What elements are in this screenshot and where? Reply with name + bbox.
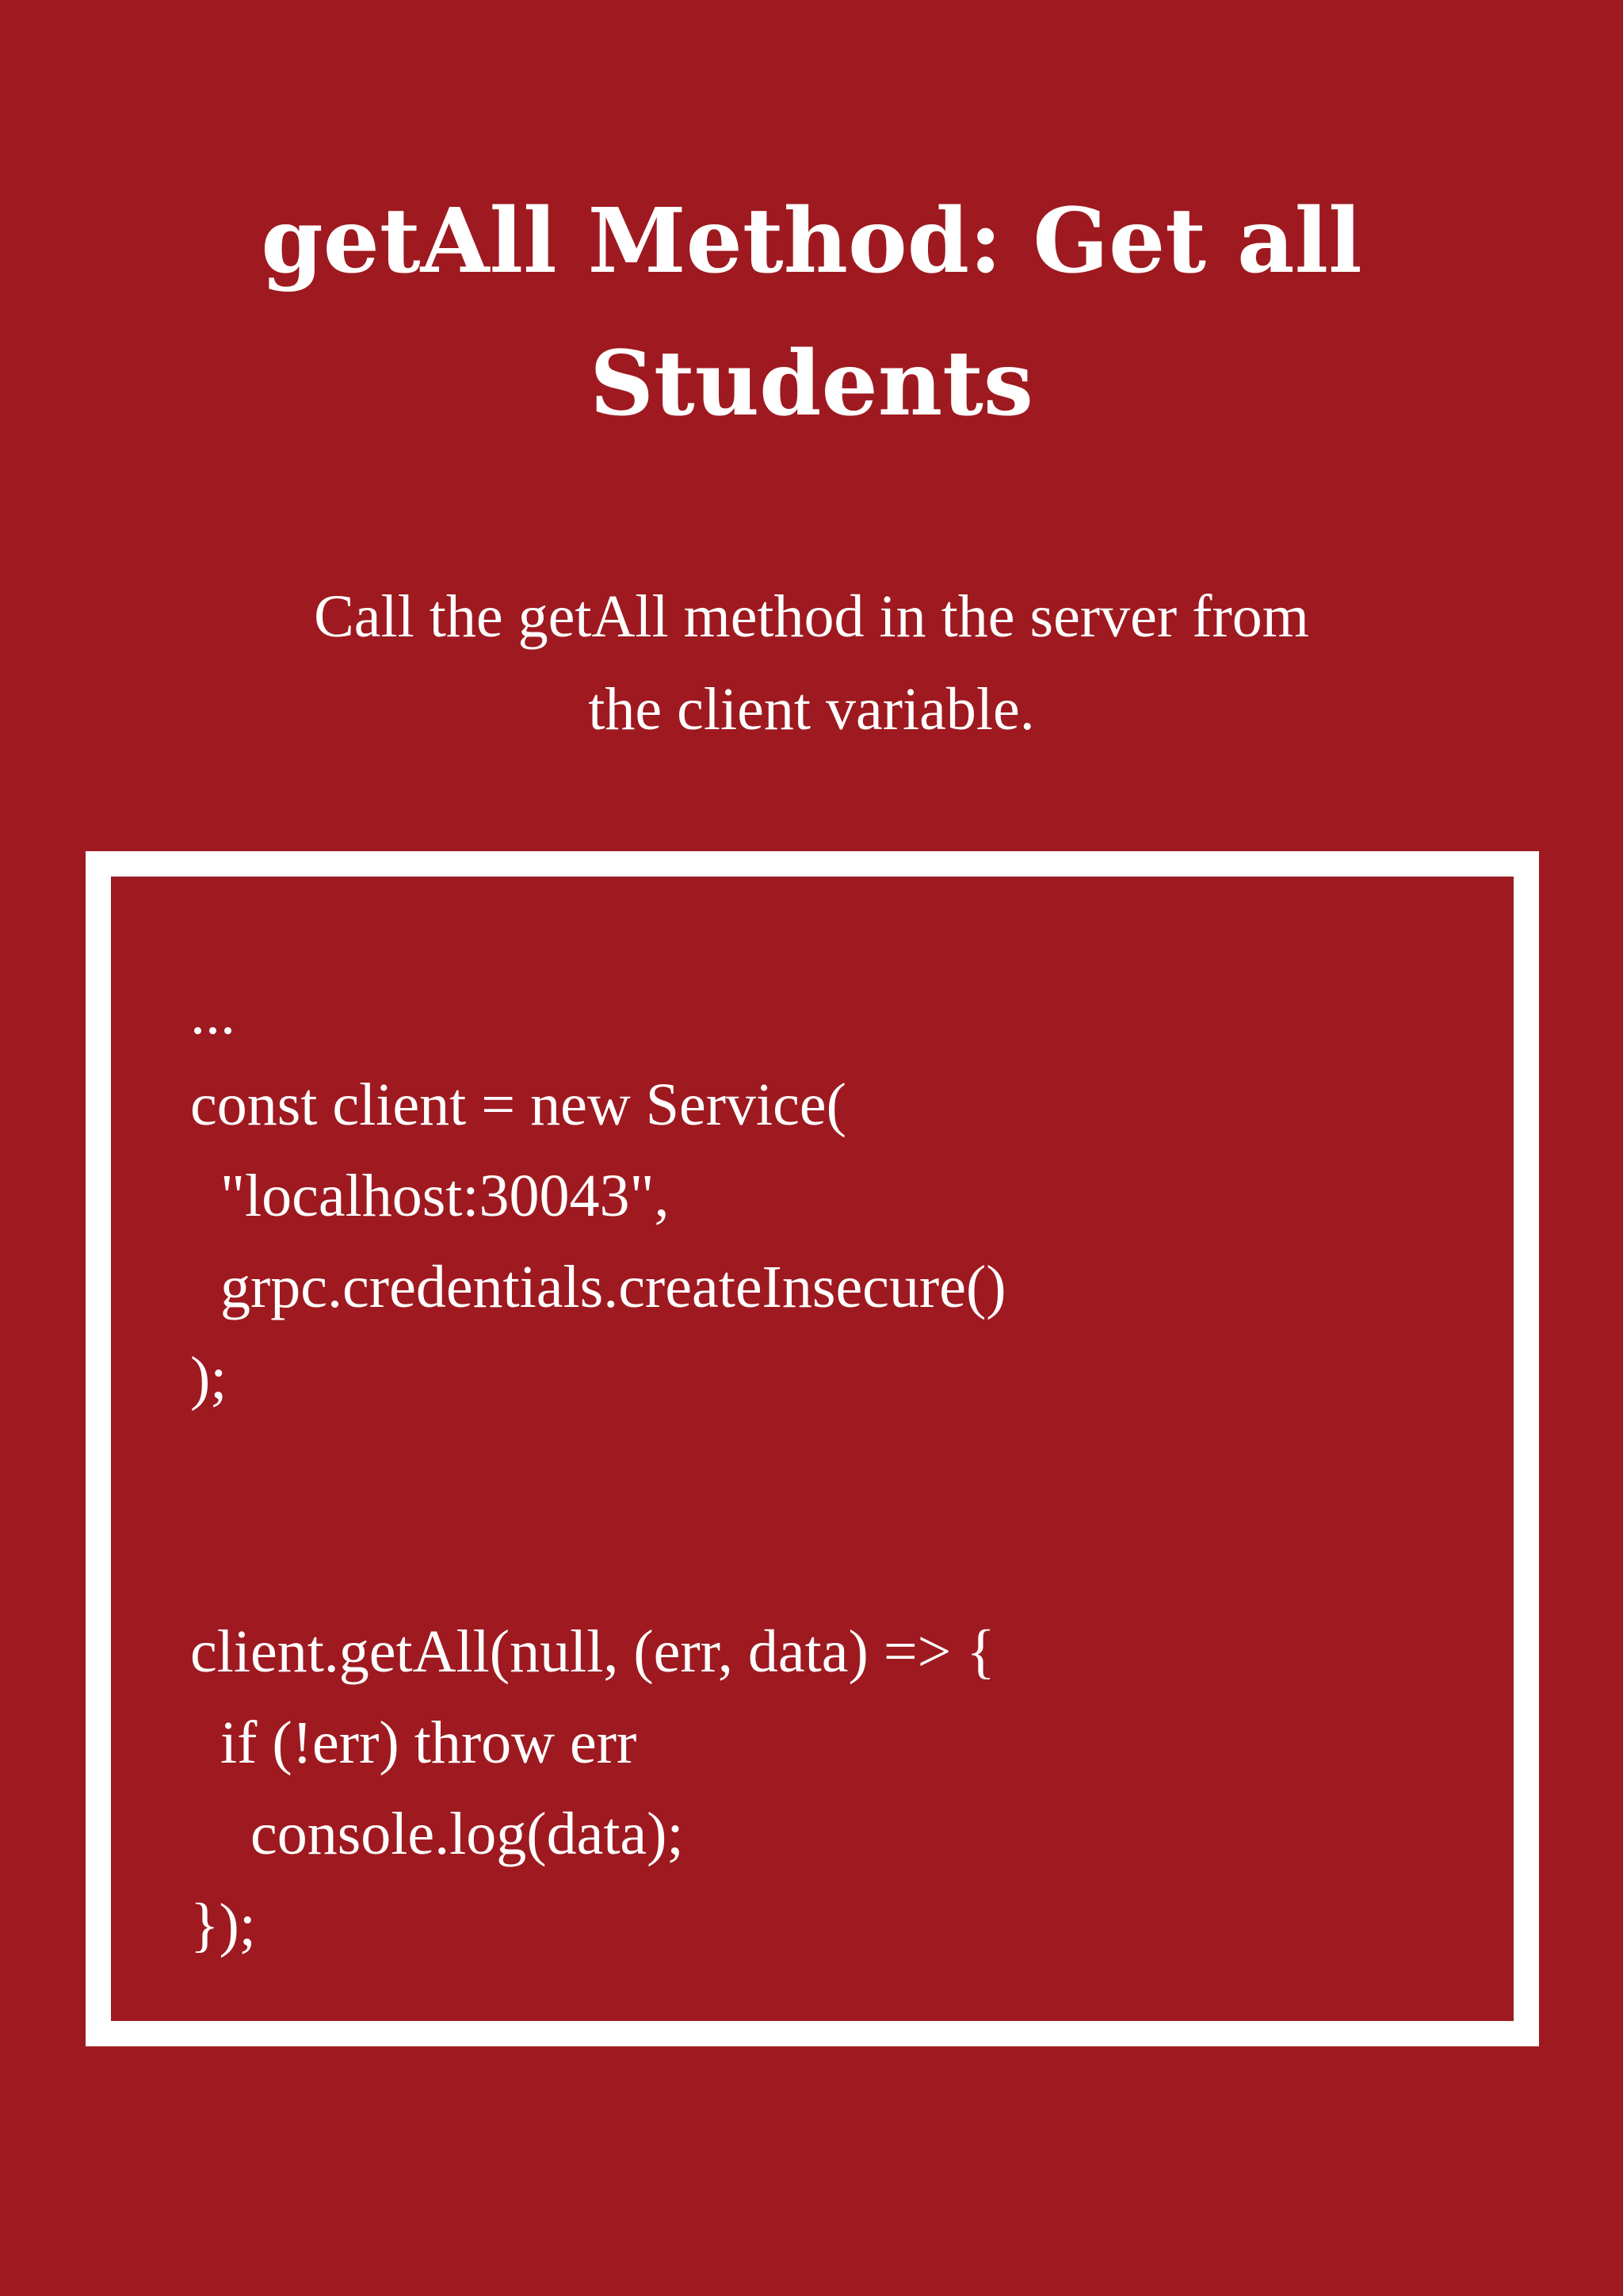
code-line: if (!err) throw err <box>190 1710 637 1776</box>
code-snippet <box>190 968 1006 1971</box>
code-line: ); <box>190 1345 227 1412</box>
code-line: ... <box>190 980 235 1047</box>
title-line-1: getAll Method: Get all <box>261 189 1362 293</box>
code-line: grpc.credentials.createInsecure() <box>190 1254 1006 1320</box>
code-line: console.log(data); <box>190 1801 684 1867</box>
title-line-2: Students <box>590 332 1033 436</box>
code-line: const client = new Service( <box>190 1072 846 1138</box>
code-line <box>190 1515 1006 1606</box>
page-title <box>0 170 1623 456</box>
description-line-2: the client variable. <box>588 676 1035 743</box>
code-line: }); <box>190 1892 256 1958</box>
code-line <box>190 1424 1006 1515</box>
code-line: client.getAll(null, (err, data) => { <box>190 1618 996 1685</box>
code-line: "localhost:30043", <box>190 1163 670 1229</box>
description <box>0 571 1623 756</box>
description-line-1: Call the getAll method in the server from <box>314 583 1309 650</box>
